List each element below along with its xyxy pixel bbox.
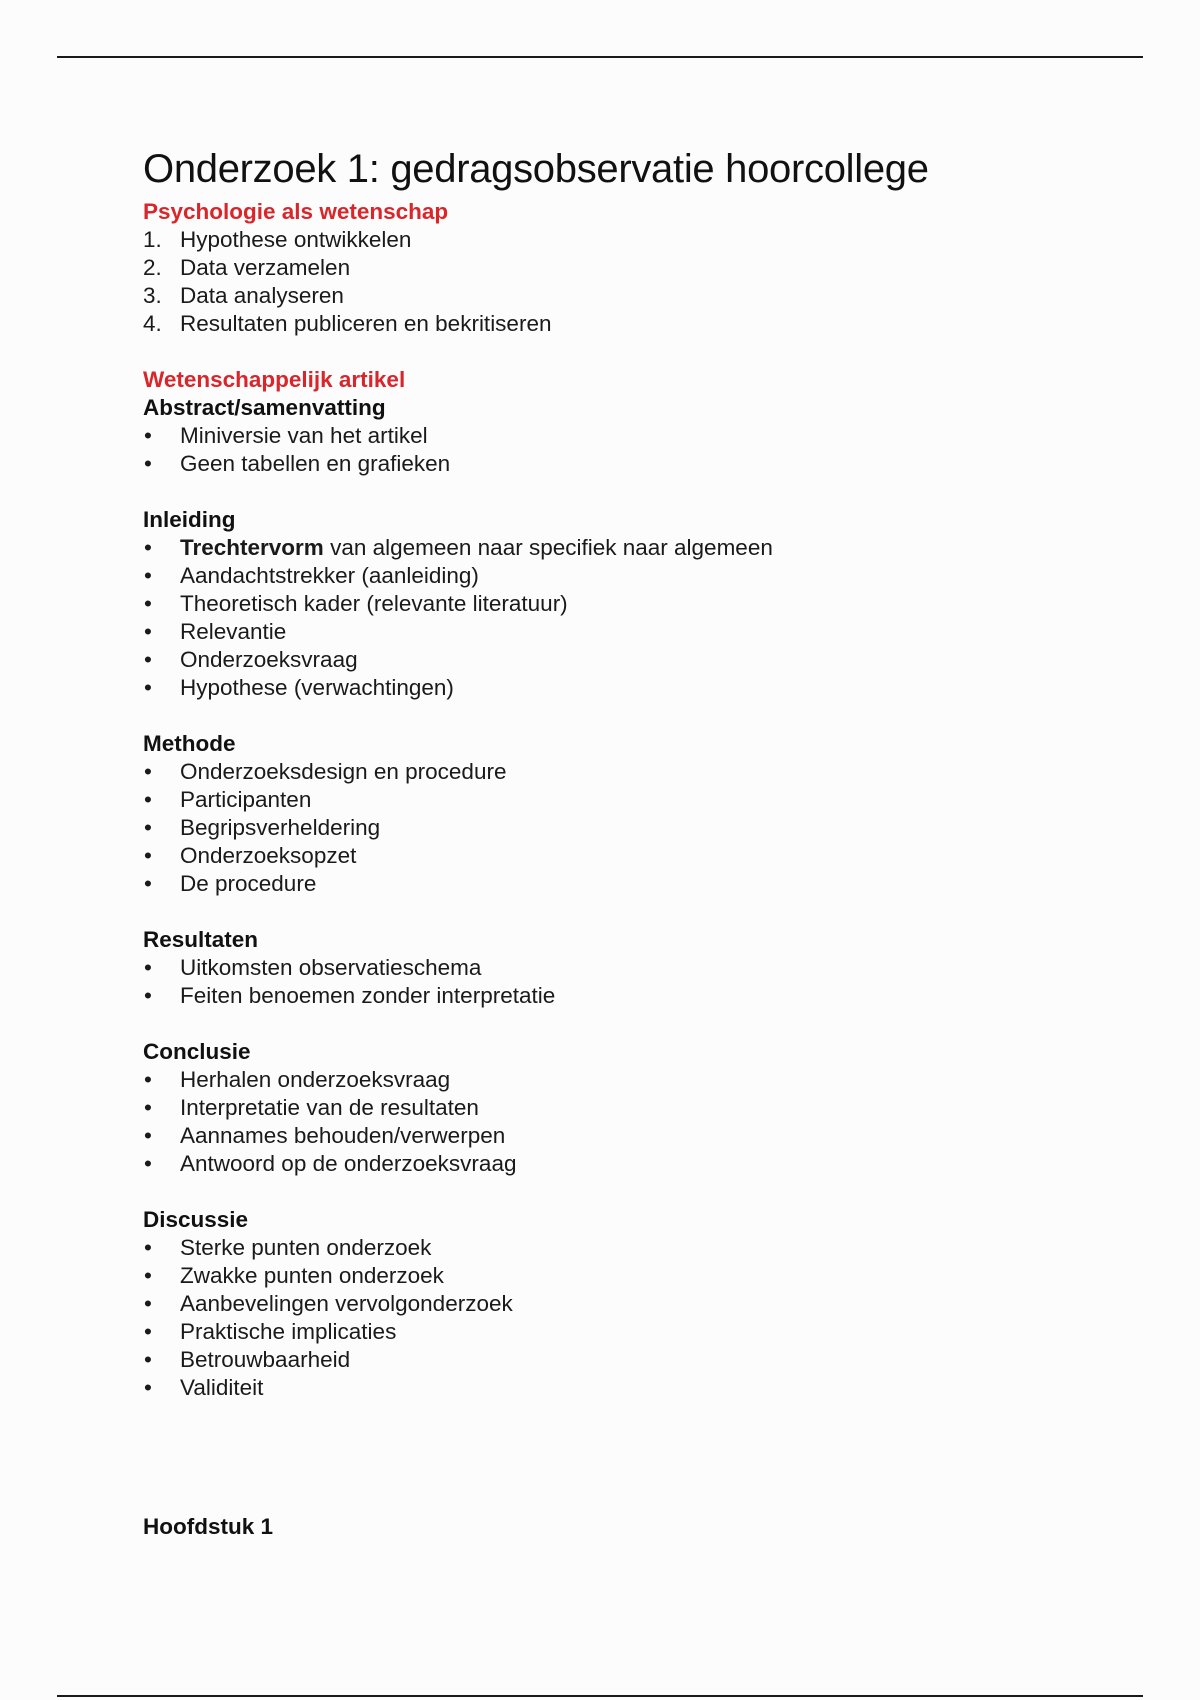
list-item: [143, 450, 1143, 478]
list-item: [143, 1374, 1143, 1402]
list-item: [143, 786, 1143, 814]
list-item: [143, 954, 1143, 982]
list-number: 4.: [143, 311, 162, 336]
list-item: [143, 870, 1143, 898]
list-item-text: Uitkomsten observatieschema: [180, 955, 482, 980]
bullet-icon: •: [144, 843, 152, 868]
list-item: [143, 646, 1143, 674]
list-item-text: Onderzoeksvraag: [180, 647, 358, 672]
bullet-icon: •: [144, 423, 152, 448]
subheading-hoofdstuk: Hoofdstuk 1: [143, 1514, 274, 1539]
bullet-icon: •: [144, 1319, 152, 1344]
list-item-text: Data verzamelen: [180, 255, 351, 280]
list-item: [143, 1150, 1143, 1178]
subheading-resultaten: Resultaten: [143, 927, 259, 952]
list-item-text: van algemeen naar specifiek naar algemeen: [323, 535, 773, 560]
bullet-icon: •: [144, 1347, 152, 1372]
list-item-text: Miniversie van het artikel: [180, 423, 428, 448]
inleiding-list: [143, 534, 1143, 702]
discussie-list: [143, 1234, 1143, 1402]
spacer: [143, 1010, 1143, 1038]
bullet-icon: •: [144, 1235, 152, 1260]
spacer: [143, 1402, 1143, 1513]
bullet-icon: •: [144, 619, 152, 644]
list-item: [143, 1262, 1143, 1290]
bullet-icon: •: [144, 983, 152, 1008]
list-item: [143, 982, 1143, 1010]
list-item: [143, 590, 1143, 618]
list-item-text: Onderzoeksopzet: [180, 843, 357, 868]
list-item: [143, 1066, 1143, 1094]
document-body: [143, 140, 1143, 1541]
subheading-abstract: Abstract/samenvatting: [143, 395, 386, 420]
list-item: [143, 254, 1143, 282]
list-item-text: Aandachtstrekker (aanleiding): [180, 563, 479, 588]
spacer: [143, 1178, 1143, 1206]
psychologie-list: [143, 226, 1143, 338]
header-rule: [57, 56, 1143, 58]
list-item-text: Begripsverheldering: [180, 815, 381, 840]
bullet-icon: •: [144, 1123, 152, 1148]
list-item: [143, 1318, 1143, 1346]
section-heading-psychologie: Psychologie als wetenschap: [143, 199, 449, 224]
list-item-text: Sterke punten onderzoek: [180, 1235, 432, 1260]
list-item-text: Interpretatie van de resultaten: [180, 1095, 479, 1120]
list-item-text: Theoretisch kader (relevante literatuur): [180, 591, 568, 616]
bullet-icon: •: [144, 1291, 152, 1316]
section-heading-artikel: Wetenschappelijk artikel: [143, 367, 406, 392]
bullet-icon: •: [144, 787, 152, 812]
list-item-text: Zwakke punten onderzoek: [180, 1263, 444, 1288]
list-item: [143, 534, 1143, 562]
list-item-text: Antwoord op de onderzoeksvraag: [180, 1151, 517, 1176]
list-item-text: Resultaten publiceren en bekritiseren: [180, 311, 552, 336]
list-item: [143, 1094, 1143, 1122]
list-item: [143, 282, 1143, 310]
list-number: 1.: [143, 227, 162, 252]
list-item-text: Feiten benoemen zonder interpretatie: [180, 983, 556, 1008]
list-item: [143, 814, 1143, 842]
list-item: [143, 310, 1143, 338]
list-item-text: Hypothese ontwikkelen: [180, 227, 412, 252]
bullet-icon: •: [144, 1067, 152, 1092]
subheading-inleiding: Inleiding: [143, 507, 236, 532]
list-item: [143, 226, 1143, 254]
list-item: [143, 1234, 1143, 1262]
list-item-text: Hypothese (verwachtingen): [180, 675, 454, 700]
list-item-text: Relevantie: [180, 619, 287, 644]
list-item: [143, 842, 1143, 870]
bullet-icon: •: [144, 1151, 152, 1176]
list-item: [143, 1346, 1143, 1374]
spacer: [143, 478, 1143, 506]
list-item: [143, 422, 1143, 450]
list-item: [143, 1290, 1143, 1318]
list-item: [143, 1122, 1143, 1150]
list-item-text: Betrouwbaarheid: [180, 1347, 351, 1372]
bullet-icon: •: [144, 1263, 152, 1288]
list-item-text: Aannames behouden/verwerpen: [180, 1123, 506, 1148]
bullet-icon: •: [144, 591, 152, 616]
bullet-icon: •: [144, 1375, 152, 1400]
subheading-discussie: Discussie: [143, 1207, 249, 1232]
list-item-text: Aanbevelingen vervolgonderzoek: [180, 1291, 513, 1316]
abstract-list: [143, 422, 1143, 478]
list-item-text: Geen tabellen en grafieken: [180, 451, 451, 476]
resultaten-list: [143, 954, 1143, 1010]
list-item-bold-text: Trechtervorm: [180, 535, 324, 560]
list-item-text: Data analyseren: [180, 283, 344, 308]
list-item: [143, 618, 1143, 646]
footer-rule: [57, 1695, 1143, 1697]
spacer: [143, 702, 1143, 730]
list-item: [143, 562, 1143, 590]
bullet-icon: •: [144, 1095, 152, 1120]
methode-list: [143, 758, 1143, 898]
conclusie-list: [143, 1066, 1143, 1178]
list-item: [143, 674, 1143, 702]
bullet-icon: •: [144, 451, 152, 476]
list-number: 2.: [143, 255, 162, 280]
subheading-methode: Methode: [143, 731, 236, 756]
bullet-icon: •: [144, 535, 152, 560]
page-title: Onderzoek 1: gedragsobservatie hoorcollege: [143, 147, 929, 191]
bullet-icon: •: [144, 815, 152, 840]
bullet-icon: •: [144, 675, 152, 700]
bullet-icon: •: [144, 563, 152, 588]
list-item-text: Validiteit: [180, 1375, 264, 1400]
list-item: [143, 758, 1143, 786]
list-item-text: Herhalen onderzoeksvraag: [180, 1067, 451, 1092]
subheading-conclusie: Conclusie: [143, 1039, 251, 1064]
bullet-icon: •: [144, 871, 152, 896]
list-item-text: Participanten: [180, 787, 312, 812]
list-item-text: De procedure: [180, 871, 317, 896]
spacer: [143, 898, 1143, 926]
list-item-text: Onderzoeksdesign en procedure: [180, 759, 507, 784]
spacer: [143, 338, 1143, 366]
list-item-text: Praktische implicaties: [180, 1319, 397, 1344]
bullet-icon: •: [144, 759, 152, 784]
list-number: 3.: [143, 283, 162, 308]
bullet-icon: •: [144, 647, 152, 672]
bullet-icon: •: [144, 955, 152, 980]
